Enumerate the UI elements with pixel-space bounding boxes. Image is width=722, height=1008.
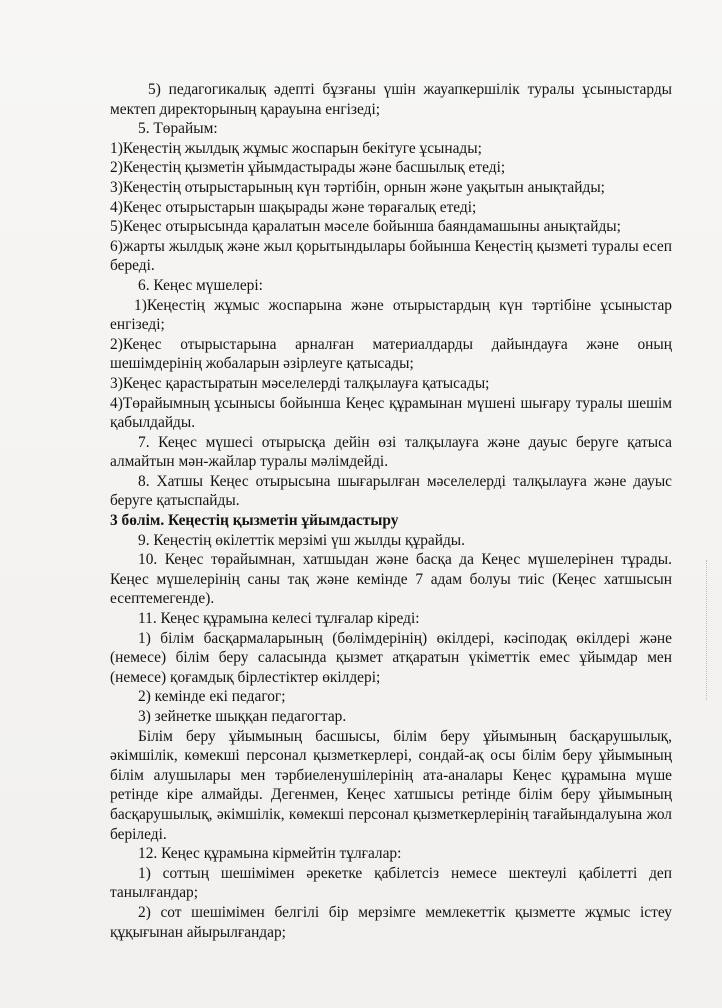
document-body [110,80,672,942]
paragraph: 1)Кеңестің жылдық жұмыс жоспарын бекітуге ұсынады; [110,139,482,157]
paragraph: 5)Кеңес отырысында қаралатын мәселе бойынша баяндамашыны анықтайды; [110,218,621,236]
paragraph: 9. Кеңестің өкілеттік мерзімі үш жылды құрайды. [138,531,465,549]
scan-edge-mark [706,560,707,700]
paragraph: 6)жарты жылдық және жыл қорытындылары бойынша Кеңестің қызметі туралы есеп береді. [110,237,672,275]
paragraph: 1) соттың шешімімен әрекетке қабілетсіз немесе шектеулі қабілетті деп танылғандар; [110,864,672,902]
paragraph: 7. Кеңес мүшесі отырысқа дейін өзі талқылауға және дауыс беруге қатыса алмайтын мән-жайлар туралы мәлімдейді. [110,433,672,471]
paragraph: 2) кемінде екі педагог; [138,688,286,706]
paragraph: 11. Кеңес құрамына келесі тұлғалар кіреді: [138,610,420,628]
paragraph: 4)Кеңес отырыстарын шақырады және төрағалық етеді; [110,198,477,216]
paragraph: 2)Кеңес отырыстарына арналған материалдарды дайындауға және оның шешімдерінің жобаларын әзірлеуге қатысады; [110,335,672,373]
paragraph: 3) зейнетке шыққан педагогтар. [138,708,347,725]
paragraph: 5. Төрайым: [138,120,218,138]
paragraph: 12. Кеңес құрамына кірмейтін тұлғалар: [138,845,402,863]
paragraph: 3)Кеңестің отырыстарының күн тәртібін, орнын және уақытын анықтайды; [110,178,605,196]
paragraph: 1)Кеңестің жұмыс жоспарына және отырыстардың күн тәртібіне ұсыныстар енгізеді; [110,296,672,334]
paragraph: 8. Хатшы Кеңес отырысына шығарылған мәселелерді талқылауға және дауыс беруге қатыспайды. [110,472,672,510]
paragraph: 2)Кеңестің қызметін ұйымдастырады және басшылық етеді; [110,159,506,177]
paragraph: Білім беру ұйымының басшысы, білім беру ұйымының басқарушылық, әкімшілік, көмекші персонал қызметкерлері, сондай-ақ осы білім беру ұйымының білім алушылары мен тәрбиеленушілерінің ата-аналары Кеңес құрамына мүше ретінде кіре алмайды. Дегенмен, Кеңес хатшысы ретінде білім беру ұйымының басқарушылық, әкімшілік, көмекші персонал қызметкерлерінің тағайындалуына жол беріледі. [110,727,672,843]
section-heading: 3 бөлім. Кеңестің қызметін ұйымдастыру [110,512,399,530]
paragraph: 4)Төрайымның ұсынысы бойынша Кеңес құрамынан мүшені шығару туралы шешім қабылдайды. [110,394,672,432]
paragraph: 6. Кеңес мүшелері: [138,276,263,294]
paragraph: 2) сот шешімімен белгілі бір мерзімге мемлекеттік қызметте жұмыс істеу құқығынан айырылғандар; [110,903,672,941]
paragraph: 1) білім басқармаларының (бөлімдерінің) өкілдері, кәсіподақ өкілдері және (немесе) білім беру саласында қызмет атқаратын үкіметтік емес ұйымдар мен (немесе) қоғамдық бірлестіктер өкілдері; [110,629,672,686]
paragraph: 5) педагогикалық әдепті бұзғаны үшін жауапкершілік туралы ұсыныстарды мектеп директорының қарауына енгізеді; [110,81,672,118]
paragraph: 10. Кеңес төрайымнан, хатшыдан және басқа да Кеңес мүшелерінен тұрады. Кеңес мүшелерінің саны тақ және кемінде 7 адам болуы тиіс (Кеңес хатшысын есептемегенде). [110,551,672,608]
paragraph: 3)Кеңес қарастыратын мәселелерді талқылауға қатысады; [110,374,490,392]
